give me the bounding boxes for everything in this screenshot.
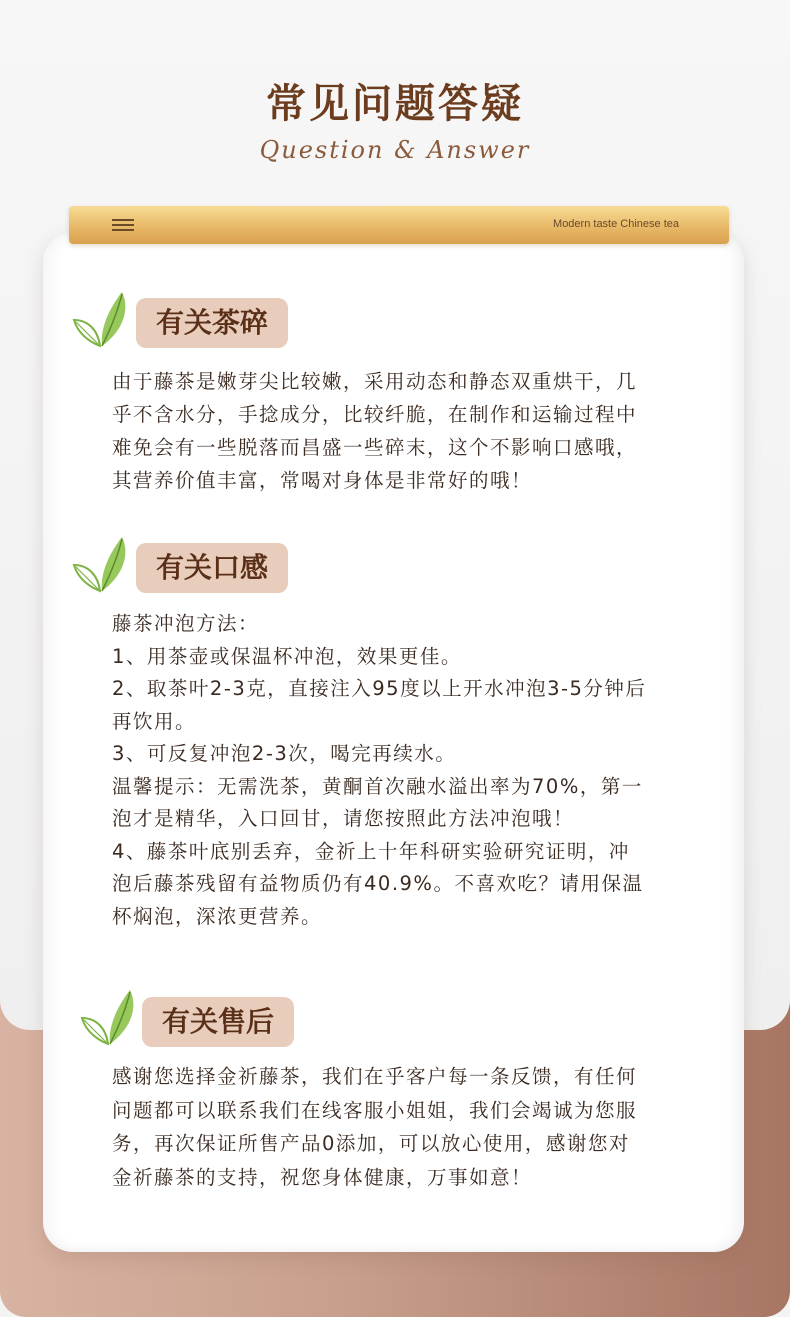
text-line: 2、取茶叶2-3克，直接注入95度以上开水冲泡3-5分钟后	[112, 677, 647, 700]
text-line: 问题都可以联系我们在线客服小姐姐，我们会竭诚为您服	[112, 1098, 638, 1122]
tea-leaf-icon	[72, 535, 132, 593]
text-line: 泡才是精华，入口回甘，请您按照此方法冲泡哦！	[112, 807, 575, 830]
text-line: 温馨提示：无需洗茶，黄酮首次融水溢出率为70%，第一	[112, 774, 643, 798]
bar-tagline: Modern taste Chinese tea	[553, 218, 679, 230]
page-title: 常见问题答疑	[266, 81, 524, 127]
text-line: 由于藤茶是嫩芽尖比较嫩，采用动态和静态双重烘干，几	[112, 370, 638, 393]
hamburger-menu-icon[interactable]	[112, 219, 134, 231]
page-subtitle: Question & Answer	[259, 136, 531, 164]
text-line: 泡后藤茶残留有益物质仍有40.9%。不喜欢吃？请用保温	[112, 872, 644, 895]
text-line: 其营养价值丰富，常喝对身体是非常好的哦！	[112, 469, 533, 492]
text-line: 再饮用。	[112, 709, 197, 733]
text-line: 藤茶冲泡方法：	[112, 612, 260, 635]
text-line: 难免会有一些脱落而昌盛一些碎末，这个不影响口感哦，	[112, 436, 638, 459]
text-line: 乎不含水分，手捻成分，比较纤脆，在制作和运输过程中	[112, 403, 638, 426]
text-line: 杯焖泡，深浓更营养。	[112, 904, 323, 928]
text-line: 金祈藤茶的支持，祝您身体健康，万事如意！	[112, 1165, 533, 1189]
text-line: 4、藤茶叶底别丢弃，金祈上十年科研实验研究证明，冲	[112, 839, 630, 863]
section-title-pill: 有关售后	[142, 997, 294, 1047]
text-line: 3、可反复冲泡2-3次，喝完再续水。	[112, 742, 457, 765]
tea-leaf-icon	[80, 988, 140, 1046]
tea-leaf-icon	[72, 290, 132, 348]
section-body-tea-fragments	[112, 365, 702, 497]
text-line: 感谢您选择金祈藤茶，我们在乎客户每一条反馈，有任何	[112, 1065, 638, 1088]
text-line: 1、用茶壶或保温杯冲泡，效果更佳。	[112, 644, 462, 668]
text-line: 务，再次保证所售产品0添加，可以放心使用，感谢您对	[112, 1132, 630, 1155]
section-body-after-sales	[112, 1060, 702, 1194]
section-body-taste	[112, 608, 702, 933]
gold-header-bar	[69, 206, 729, 244]
section-title-pill: 有关茶碎	[136, 298, 288, 348]
section-title-pill: 有关口感	[136, 543, 288, 593]
